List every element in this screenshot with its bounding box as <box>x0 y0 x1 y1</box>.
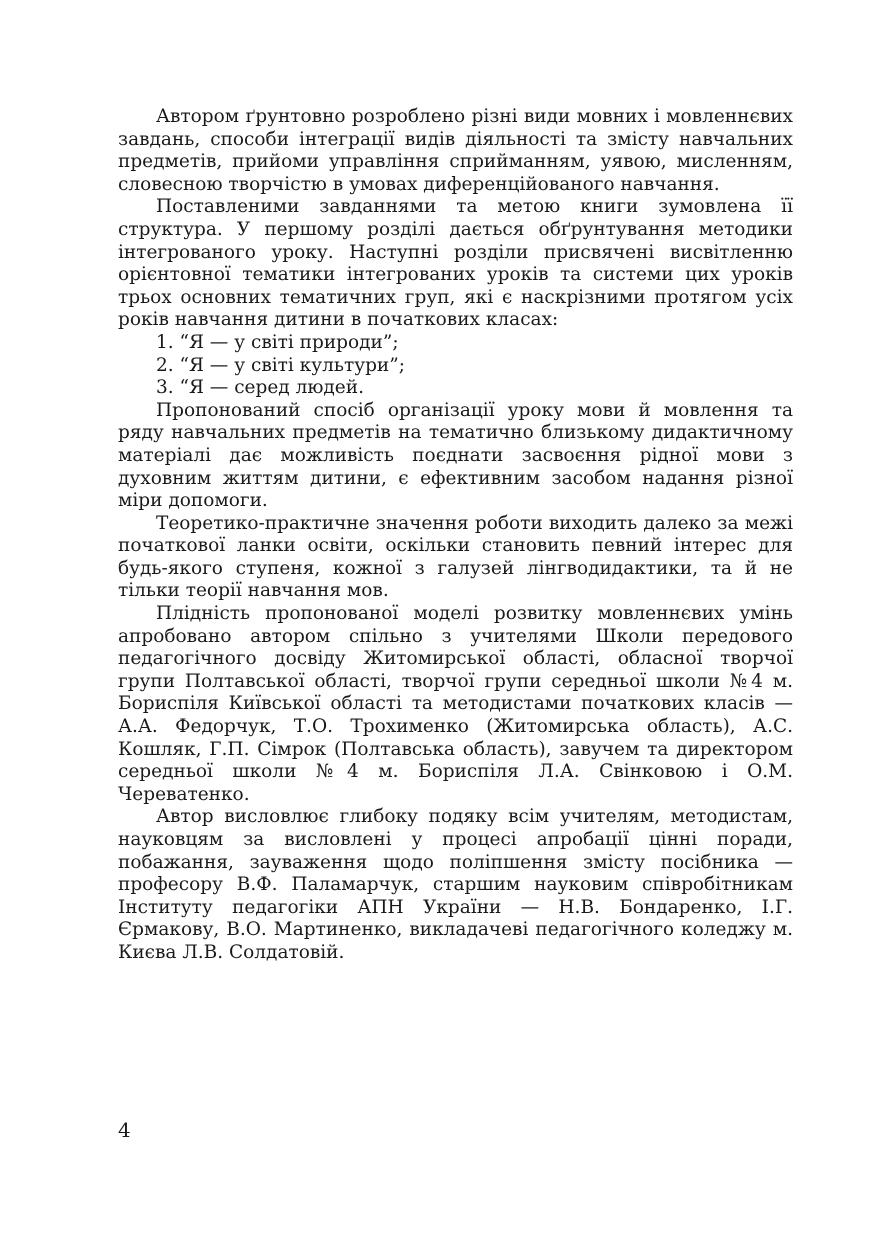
paragraph-structure: Поставленими завданнями та метою книги зумовлена її структура. У першому розділі дається обґрунтування методики інтегрованого уроку. Наступні розділи присвячені висвітленню орієнтовної тематики інтегрованих уроків та системи цих уроків трьох основних тематичних груп, які є наскрізними протягом усіх років навчання дитини в початкових класах: <box>118 196 793 331</box>
body-text <box>118 106 793 965</box>
paragraph-method: Пропонований спосіб організації уроку мови й мовлення та ряду навчальних предметів на тематично близькому дидактичному матеріалі дає можливість поєднати засвоєння рідної мови з духовним життям дитини, є ефективним засобом надання різної міри допомоги. <box>118 399 793 512</box>
list-item: 1. “Я — у світі природи”; <box>156 331 399 353</box>
paragraph-acknowledgements: Автор висловлює глибоку подяку всім учителям, методистам, науковцям за висловлені у процесі апробації цінні поради, побажання, зауваження щодо поліпшення змісту посібника — професору В.Ф. Паламарчук, старшим науковим співробітникам Інституту педагогіки АПН України — Н.В. Бондаренко, І.Г. Єрмакову, В.О. Мартиненко, викладачеві педагогічного коледжу м. Києва Л.В. Солдатовій. <box>118 806 793 963</box>
paragraph-intro: Автором ґрунтовно розроблено різні види мовних і мовленнєвих завдань, способи інтеграції видів діяльності та змісту навчальних предметів, прийоми управління сприйманням, уявою, мисленням, словесною творчістю в умовах диференційованого навчання. <box>118 106 793 195</box>
paragraph-approbation: Плідність пропонованої моделі розвитку мовленнєвих умінь апробовано автором спільно з учителями Школи передового педагогічного досвіду Житомирської області, обласної творчої групи Полтавської області, творчої групи середньої школи №4 м. Бориспіля Київської області та методистами початкових класів — А.А. Федорчук, Т.О. Трохименко (Житомирська область), А.С. Кошляк, Г.П. Сімрок (Полтавська область), завучем та директором середньої школи №4 м. Бориспіля Л.А. Свінковою і О.М. Череватенко. <box>118 603 793 805</box>
list-item: 3. “Я — серед людей. <box>156 377 364 399</box>
page-number: 4 <box>118 1118 131 1142</box>
paragraph-significance: Теоретико-практичне значення роботи виходить далеко за межі початкової ланки освіти, оскільки становить певний інтерес для будь-якого ступеня, кожної з галузей лінгводидактики, та й не тільки теорії навчання мов. <box>118 512 793 602</box>
list-item: 2. “Я — у світі культури”; <box>156 354 405 376</box>
